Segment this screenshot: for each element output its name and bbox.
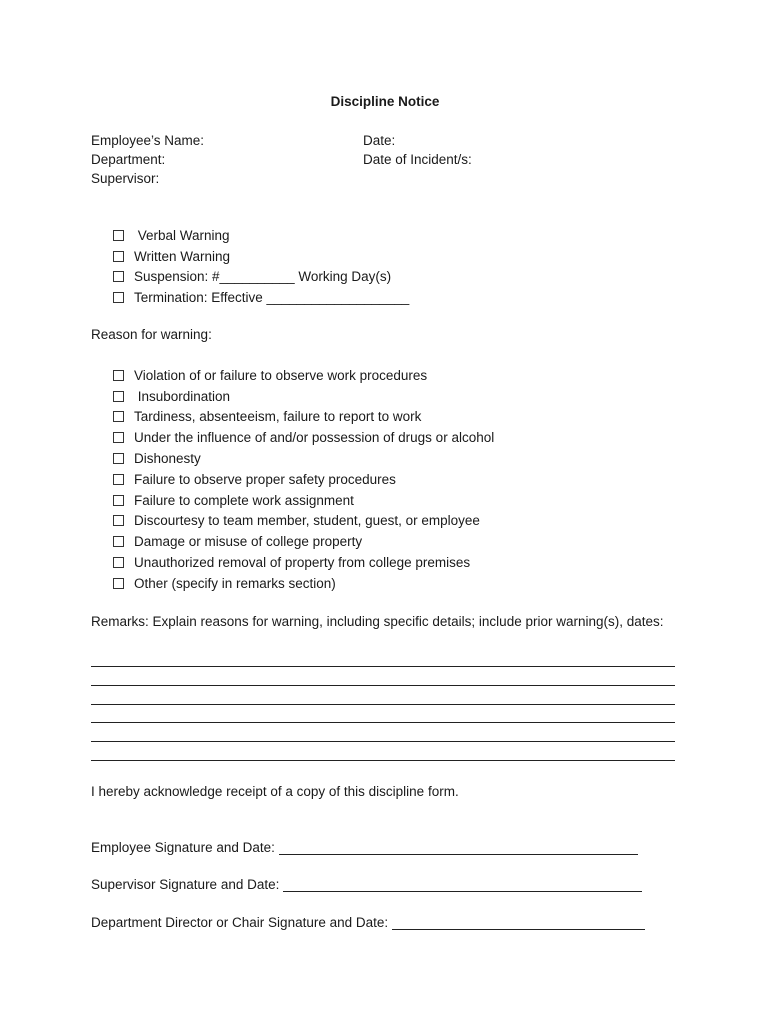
reason-option-label: Insubordination [134,388,231,404]
reason-option-label: Unauthorized removal of property from college premises [134,555,471,571]
reason-option[interactable] [113,365,494,386]
header-right-fields [363,131,472,169]
supervisor-signature-line[interactable] [283,877,642,892]
checkbox[interactable] [113,495,124,506]
employee-signature-label: Employee Signature and Date: [91,840,275,855]
department-label: Department: [91,152,166,167]
checkbox[interactable] [113,536,124,547]
reason-option[interactable] [113,386,494,407]
reason-option[interactable] [113,552,494,573]
reason-option[interactable] [113,469,494,490]
checkbox[interactable] [113,432,124,443]
employee-name-label: Employee’s Name: [91,133,205,148]
warning-option-label: Verbal Warning [134,227,230,243]
director-signature-label: Department Director or Chair Signature and Date: [91,915,389,930]
warning-option[interactable] [113,267,409,288]
reason-option[interactable] [113,407,494,428]
checkbox[interactable] [113,292,124,303]
reason-option-label: Under the influence of and/or possession of drugs or alcohol [134,430,495,446]
date-label: Date: [363,133,396,148]
remarks-line[interactable] [91,741,675,742]
reason-option[interactable] [113,511,494,532]
checkbox[interactable] [113,251,124,262]
incident-date-label: Date of Incident/s: [363,152,472,167]
reason-option-label: Other (specify in remarks section) [134,575,336,591]
checkbox[interactable] [113,453,124,464]
reason-heading: Reason for warning: [91,327,212,342]
remarks-line[interactable] [91,685,675,686]
remarks-line[interactable] [91,704,675,705]
remarks-line[interactable] [91,760,675,761]
checkbox[interactable] [113,474,124,485]
header-left-fields [91,131,204,188]
remarks-line[interactable] [91,666,675,667]
checkbox[interactable] [113,515,124,526]
employee-signature-row [91,840,638,855]
checkbox[interactable] [113,578,124,589]
warning-option[interactable] [113,225,409,246]
supervisor-label: Supervisor: [91,171,160,186]
checkbox[interactable] [113,370,124,381]
checkbox[interactable] [113,271,124,282]
supervisor-signature-row [91,877,642,892]
reason-option-label: Damage or misuse of college property [134,534,363,550]
reason-option-label: Dishonesty [134,451,201,467]
checkbox[interactable] [113,230,124,241]
employee-signature-line[interactable] [279,840,638,855]
supervisor-signature-label: Supervisor Signature and Date: [91,877,280,892]
warning-type-list [113,225,409,308]
checkbox[interactable] [113,391,124,402]
director-signature-row [91,915,645,930]
warning-option-label: Suspension: #__________ Working Day(s) [134,269,392,285]
director-signature-line[interactable] [392,915,645,930]
warning-option-label: Termination: Effective ___________________ [134,290,410,306]
warning-option[interactable] [113,287,409,308]
warning-option[interactable] [113,246,409,267]
reason-option[interactable] [113,531,494,552]
reason-option-label: Failure to observe proper safety procedures [134,471,396,487]
reason-option-label: Discourtesy to team member, student, guest, or employee [134,513,480,529]
reason-list [113,365,494,594]
warning-option-label: Written Warning [134,248,231,264]
remarks-label: Remarks: Explain reasons for warning, including specific details; include prior warning(s), dates: [91,614,664,629]
acknowledgement-text: I hereby acknowledge receipt of a copy of this discipline form. [91,784,459,799]
checkbox[interactable] [113,411,124,422]
checkbox[interactable] [113,557,124,568]
reason-option[interactable] [113,427,494,448]
document-title: Discipline Notice [330,94,440,109]
reason-option[interactable] [113,490,494,511]
reason-option-label: Failure to complete work assignment [134,492,354,508]
reason-option[interactable] [113,448,494,469]
reason-option-label: Violation of or failure to observe work procedures [134,367,428,383]
reason-option-label: Tardiness, absenteeism, failure to report to work [134,409,422,425]
reason-option[interactable] [113,573,494,594]
remarks-line[interactable] [91,722,675,723]
